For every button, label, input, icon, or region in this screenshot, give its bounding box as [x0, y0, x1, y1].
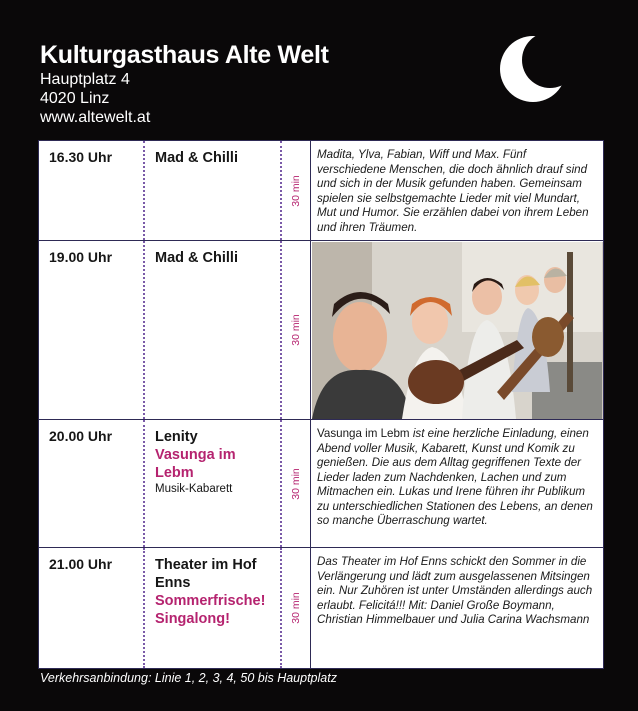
- moon-icon: [500, 34, 566, 104]
- time-cell: 20.00 Uhr: [49, 428, 113, 444]
- program-row: [39, 240, 603, 419]
- act-name: Mad & Chilli: [155, 150, 238, 166]
- description-text: Madita, Ylva, Fabian, Wiff und Max. Fünf verschiedene Menschen, die doch ähnlich drauf sind und sich in der Musik gefunden haben. Gemeinsam spielen sie selbstgemachte Lieder mit viel Mundart, Mut und Humor. Sie erzählen dabei von ihrem Leben und ihren Träumen.: [317, 148, 589, 234]
- act-name: Lenity: [155, 429, 198, 445]
- description-text: Das Theater im Hof Enns schickt den Sommer in die Verlängerung und lädt zum ausgelassenen Mitsingen ein. Nur Zuhören ist unter Umständen allerdings auch erlaubt. Felicitá!!! Mit: Daniel Große Boymann, Christian Himmelbauer und Julia Carina Wachsmann: [317, 555, 593, 626]
- program-row: [39, 141, 603, 240]
- photo-cell: [310, 241, 603, 419]
- program-table: [38, 140, 604, 669]
- program-row: [39, 419, 603, 547]
- venue-header: [40, 40, 329, 127]
- duration-cell: [280, 141, 310, 240]
- venue-city: 4020 Linz: [40, 90, 110, 107]
- description-cell: [310, 548, 603, 668]
- title-cell: [143, 241, 280, 419]
- venue-street: Hauptplatz 4: [40, 71, 130, 88]
- description-body: ist eine herzliche Einladung, einen Abend voller Musik, Kabarett, Kunst und Komik zu genießen. Die aus dem Alltag gegriffenen Texte der Lieder laden zum Nachdenken, Lachen und zum Mitmachen ein. Lukas und Irene führen ihr Publikum zu unterschiedlichen Stationen des Lebens, an denen so manche Überraschung wartet.: [317, 427, 593, 527]
- act-name: Mad & Chilli: [155, 250, 238, 266]
- duration-cell: [280, 241, 310, 419]
- description-cell: [310, 141, 603, 240]
- time-cell: 21.00 Uhr: [49, 556, 113, 572]
- title-cell: [143, 420, 280, 547]
- act-subtitle: Vasunga im Lebm: [155, 447, 236, 481]
- description-text: [317, 427, 597, 529]
- venue-website[interactable]: www.altewelt.at: [40, 109, 151, 126]
- duration-label: 30 min: [290, 467, 302, 500]
- description-cell: [310, 420, 603, 547]
- venue-name: Kulturgasthaus Alte Welt: [40, 41, 329, 69]
- duration-label: 30 min: [290, 592, 302, 624]
- act-subtitle: Sommerfrische! Singalong!: [155, 593, 266, 627]
- band-photo: [312, 242, 603, 419]
- duration-label: 30 min: [290, 314, 302, 346]
- time-cell: 19.00 Uhr: [49, 249, 113, 265]
- time-cell: 16.30 Uhr: [49, 149, 113, 165]
- duration-cell: [280, 420, 310, 547]
- program-row: [39, 547, 603, 668]
- title-cell: [143, 141, 280, 240]
- act-genre: Musik-Kabarett: [155, 483, 233, 495]
- band-photo-illustration: [312, 242, 602, 419]
- description-lead: Vasunga im Lebm: [317, 427, 410, 440]
- duration-cell: [280, 548, 310, 668]
- act-name: Theater im Hof Enns: [155, 557, 257, 591]
- duration-label: 30 min: [290, 174, 302, 207]
- transport-info: Verkehrsanbindung: Linie 1, 2, 3, 4, 50 bis Hauptplatz: [40, 671, 337, 685]
- title-cell: [143, 548, 280, 668]
